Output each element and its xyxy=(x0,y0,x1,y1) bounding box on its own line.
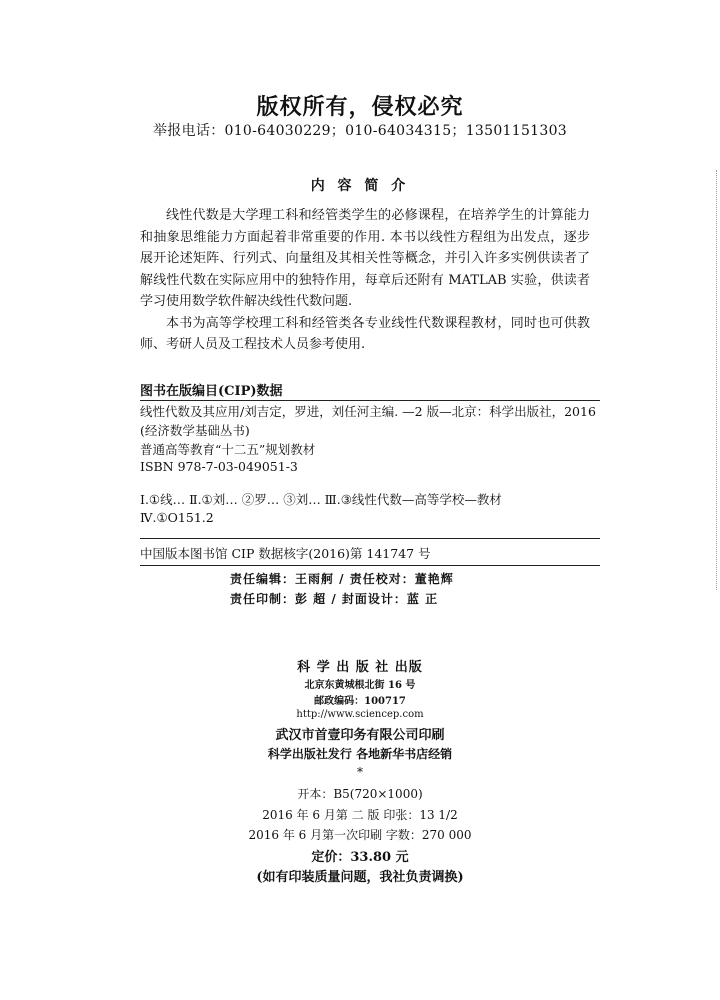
cip-line: ISBN 978-7-03-049051-3 xyxy=(140,459,298,474)
book-format: 开本：B5(720×1000) xyxy=(297,787,423,801)
price: 定价：33.80 元 xyxy=(311,850,409,865)
separator-star: * xyxy=(357,765,363,779)
cip-line: 普通高等教育“十二五”规划教材 xyxy=(140,442,316,457)
cip-line: (经济数学基础丛书) xyxy=(140,423,250,438)
publisher-address: 北京东黄城根北街 16 号 xyxy=(304,680,416,691)
quality-note: (如有印装质量问题，我社负责调换) xyxy=(256,870,464,885)
cip-line: Ⅳ.①O151.2 xyxy=(140,510,214,525)
cip-top-rule xyxy=(140,400,600,401)
intro-paragraph: 线性代数是大学理工科和经管类学生的必修课程，在培养学生的计算能力和抽象思维能力方面起着非常重要的作用. 本书以线性方程组为出发点，逐步展开论述矩阵、行列式、向量组及其相关性等概念，并引入许多实例供读者了解线性代数在实际应用中的独特作用，每章后还附有 MATLAB 实验，供读者学习使用数学软件解决线性代数问题. xyxy=(140,208,590,309)
distributor: 科学出版社发行 各地新华书店经销 xyxy=(267,747,453,761)
cip-block xyxy=(140,402,600,542)
cip-line: 线性代数及其应用/刘吉定，罗进，刘任河主编. —2 版—北京：科学出版社，2016 xyxy=(140,404,596,419)
report-hotline: 举报电话：010-64030229；010-64034315；13501151303 xyxy=(153,123,567,139)
publisher-website: http://www.sciencep.com xyxy=(296,709,424,720)
cip-mid-rule xyxy=(140,538,600,539)
edition-info: 2016 年 6 月第 二 版 印张：13 1/2 xyxy=(262,808,458,822)
cip-core-number: 中国版本图书馆 CIP 数据核字(2016)第 141747 号 xyxy=(140,546,431,561)
printer: 武汉市首壹印务有限公司印刷 xyxy=(275,728,445,743)
copyright-notice: 版权所有，侵权必究 xyxy=(256,94,464,120)
publisher-name: 科 学 出 版 社 出版 xyxy=(297,660,423,675)
staff-production: 责任印制：彭 超 / 封面设计：蓝 正 xyxy=(230,592,439,606)
staff-editors: 责任编辑：王雨舸 / 责任校对：董艳辉 xyxy=(230,572,454,586)
cip-bottom-rule xyxy=(140,565,600,566)
printing-info: 2016 年 6 月第一次印刷 字数：270 000 xyxy=(248,828,472,842)
intro-paragraph: 本书为高等学校理工科和经管类各专业线性代数课程教材，同时也可供教师、考研人员及工程技术人员参考使用. xyxy=(140,315,590,352)
intro-title: 内 容 简 介 xyxy=(310,178,410,194)
intro-body xyxy=(140,205,590,356)
cip-heading: 图书在版编目(CIP)数据 xyxy=(140,384,283,399)
cip-line: Ⅰ.①线… Ⅱ.①刘… ②罗… ③刘… Ⅲ.③线性代数—高等学校—教材 xyxy=(140,492,502,507)
page-edge-marker xyxy=(716,170,717,590)
publisher-postcode: 邮政编码：100717 xyxy=(314,696,406,707)
